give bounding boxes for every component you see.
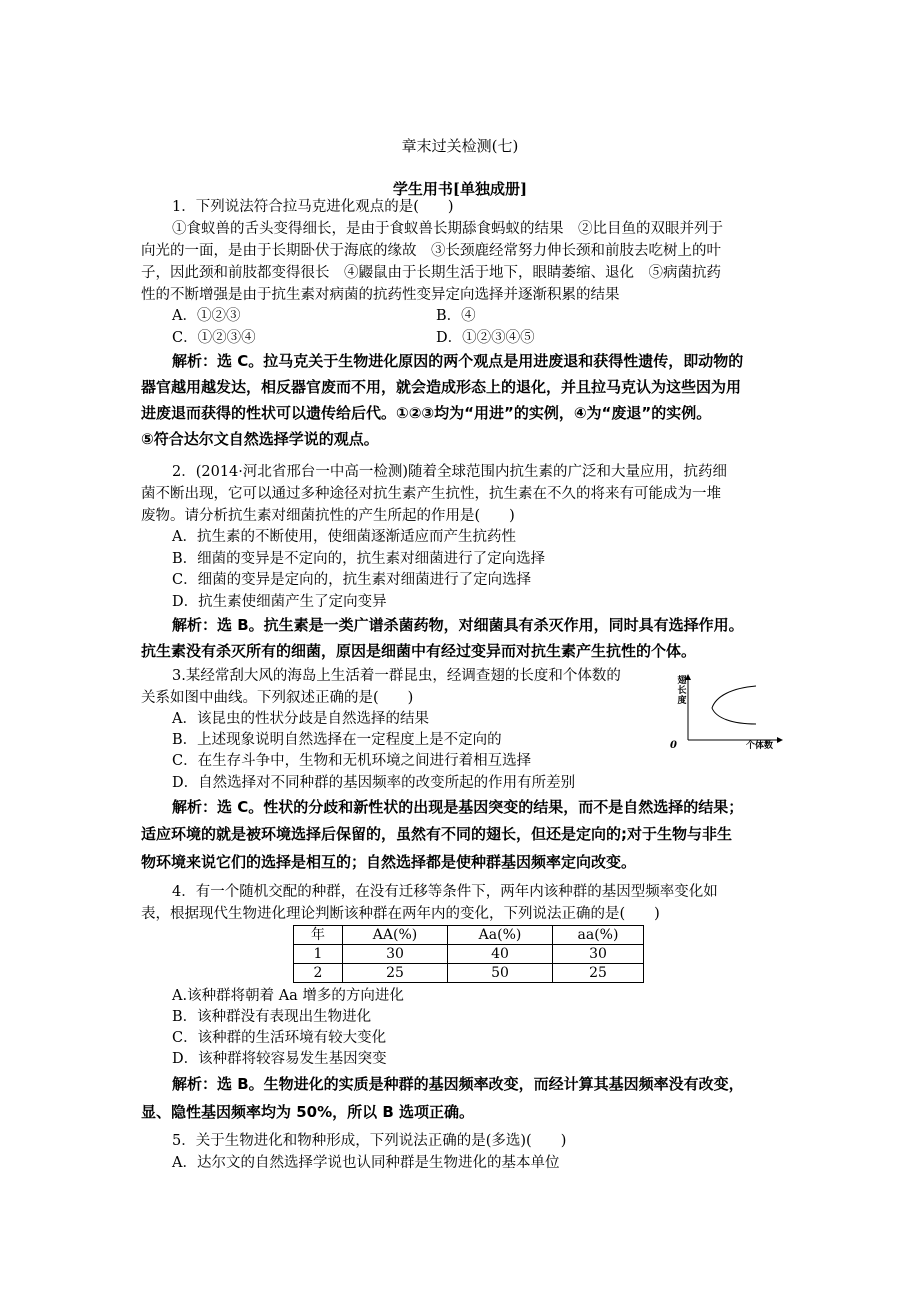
q1-stem: 1．下列说法符合拉马克进化观点的是( ): [172, 199, 454, 215]
q1-option-d: D．①②③④⑤: [436, 330, 535, 346]
table-row: [294, 964, 644, 983]
q1-option-b: B．④: [436, 308, 476, 324]
genotype-frequency-table: [293, 925, 644, 983]
q3-analysis-line: 解析：选 C。性状的分歧和新性状的出现是基因突变的结果，而不是自然选择的结果；: [172, 798, 744, 816]
table-cell: 40: [448, 945, 553, 964]
q1-analysis-line: 器官越用越发达，相反器官废而不用，就会造成形态上的退化，并且拉马克认为这些因为用: [141, 378, 742, 396]
q4-body-line: 表，根据现代生物进化理论判断该种群在两年内的变化，下列说法正确的是( ): [141, 906, 660, 922]
q2-option-b: B．细菌的变异是不定向的，抗生素对细菌进行了定向选择: [172, 551, 546, 567]
q3-option-a: A．该昆虫的性状分歧是自然选择的结果: [172, 711, 429, 727]
table-cell: 25: [553, 964, 644, 983]
q1-analysis-line: ⑤符合达尔文自然选择学说的观点。: [141, 430, 379, 448]
q3-option-c: C．在生存斗争中，生物和无机环境之间进行着相互选择: [172, 753, 532, 769]
q4-body-line: 4．有一个随机交配的种群，在没有迁移等条件下，两年内该种群的基因型频率变化如: [172, 884, 718, 900]
table-row: [294, 945, 644, 964]
q3-analysis-line: 物环境来说它们的选择是相互的；自然选择都是使种群基因频率定向改变。: [141, 853, 637, 871]
table-header-cell: AA(%): [343, 926, 448, 945]
q1-option-c: C．①②③④: [172, 330, 256, 346]
table-cell: 2: [294, 964, 343, 983]
q4-option-c: C．该种群的生活环境有较大变化: [172, 1030, 387, 1046]
q5-stem: 5．关于生物进化和物种形成，下列说法正确的是(多选)( ): [172, 1133, 567, 1149]
q3-body-line: 关系如图中曲线。下列叙述正确的是( ): [141, 690, 414, 706]
q2-analysis-line: 解析：选 B。抗生素是一类广谱杀菌药物，对细菌具有杀灭作用，同时具有选择作用。: [172, 616, 744, 634]
q4-analysis-line: 显、隐性基因频率均为 50%，所以 B 选项正确。: [141, 1103, 475, 1121]
q3-body-line: 3.某经常刮大风的海岛上生活着一群昆虫，经调查翅的长度和个体数的: [172, 668, 621, 684]
q4-option-d: D．该种群将较容易发生基因突变: [172, 1051, 387, 1067]
table-header-cell: aa(%): [553, 926, 644, 945]
q2-option-c: C．细菌的变异是定向的，抗生素对细菌进行了定向选择: [172, 572, 532, 588]
table-header-cell: Aa(%): [448, 926, 553, 945]
table-cell: 1: [294, 945, 343, 964]
q4-option-b: B．该种群没有表现出生物进化: [172, 1009, 372, 1025]
table-header-row: [294, 926, 644, 945]
page-subtitle: 学生用书[单独成册]: [392, 180, 528, 198]
table-header-cell: 年: [294, 926, 343, 945]
table-cell: 25: [343, 964, 448, 983]
q1-body-line: 子，因此颈和前肢都变得很长 ④鼹鼠由于长期生活于地下，眼睛萎缩、退化 ⑤病菌抗药: [141, 265, 721, 281]
q1-body-line: ①食蚁兽的舌头变得细长，是由于食蚁兽长期舔食蚂蚁的结果 ②比目鱼的双眼并列于: [172, 221, 723, 237]
q2-option-a: A．抗生素的不断使用，使细菌逐渐适应而产生抗药性: [172, 529, 516, 545]
q1-analysis-line: 解析：选 C。拉马克关于生物进化原因的两个观点是用进废退和获得性遗传，即动物的: [172, 352, 744, 370]
q1-body-line: 向光的一面，是由于长期卧伏于海底的缘故 ③长颈鹿经常努力伸长颈和前肢去吃树上的叶: [141, 243, 721, 259]
table-cell: 30: [343, 945, 448, 964]
page-title: 章末过关检测(七): [401, 137, 519, 155]
q2-body-line: 废物。请分析抗生素对细菌抗性的产生所起的作用是( ): [141, 508, 515, 524]
q3-option-d: D．自然选择对不同种群的基因频率的改变所起的作用有所差别: [172, 775, 576, 791]
q4-option-a: A.该种群将朝着 Aa 增多的方向进化: [172, 988, 404, 1004]
q2-option-d: D．抗生素使细菌产生了定向变异: [172, 594, 387, 610]
q4-analysis-line: 解析：选 B。生物进化的实质是种群的基因频率改变，而经计算其基因频率没有改变，: [172, 1075, 744, 1093]
q1-body-line: 性的不断增强是由于抗生素对病菌的抗药性变异定向选择并逐渐积累的结果: [141, 287, 620, 303]
q1-analysis-line: 进废退而获得的性状可以遗传给后代。①②③均为“用进”的实例，④为“废退”的实例。: [141, 404, 712, 422]
q2-body-line: 2．(2014·河北省邢台一中高一检测)随着全球范围内抗生素的广泛和大量应用，抗药细: [172, 464, 728, 480]
q3-option-b: B．上述现象说明自然选择在一定程度上是不定向的: [172, 732, 502, 748]
q2-body-line: 菌不断出现，它可以通过多种途径对抗生素产生抗性，抗生素在不久的将来有可能成为一堆: [141, 486, 721, 502]
graph-ylabel: 翅 长 度: [677, 676, 687, 706]
distribution-curve: [712, 686, 756, 724]
origin-label: 0: [670, 740, 677, 751]
x-axis-arrow: [777, 737, 783, 743]
table-cell: 50: [448, 964, 553, 983]
q2-analysis-line: 抗生素没有杀灭所有的细菌，原因是细菌中有经过变异而对抗生素产生抗性的个体。: [141, 642, 697, 660]
table-cell: 30: [553, 945, 644, 964]
q5-option-a: A．达尔文的自然选择学说也认同种群是生物进化的基本单位: [172, 1155, 560, 1171]
q3-analysis-line: 适应环境的就是被环境选择后保留的，虽然有不同的翅长，但还是定向的;对于生物与非生: [141, 825, 733, 843]
q1-option-a: A．①②③: [172, 308, 241, 324]
x-axis-label: 个体数: [746, 741, 774, 751]
